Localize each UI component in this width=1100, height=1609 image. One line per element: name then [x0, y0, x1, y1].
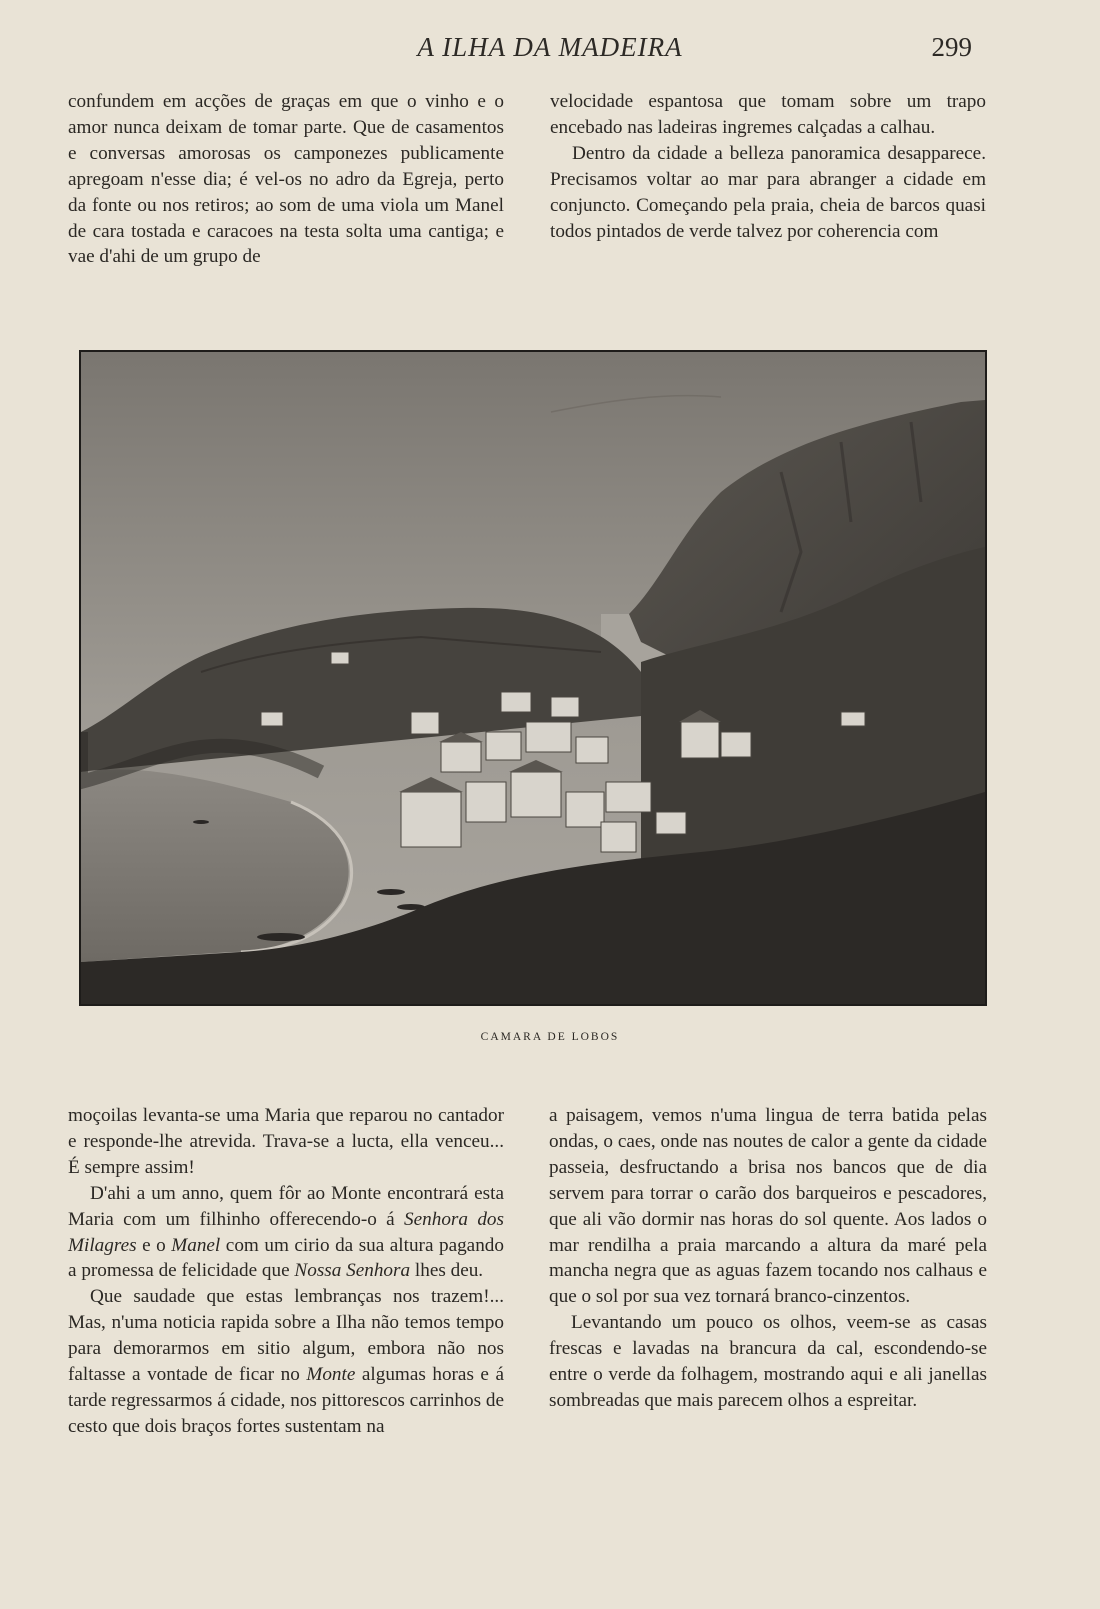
text-column-bottom-right [549, 1103, 987, 1414]
paragraph [68, 1284, 504, 1439]
paragraph: Levantando um pouco os olhos, veem-se as casas frescas e lavadas na brancura da cal, escondendo-se entre o verde da folhagem, mostrando aqui e ali janellas sombreadas que mais parecem olhos a espreitar. [549, 1312, 987, 1411]
italic-name: Senhora dos Milagres [68, 1208, 504, 1256]
photograph-camara-de-lobos [79, 350, 987, 1006]
paragraph-text: algumas horas e á tarde regressarmos á cidade, nos pittorescos carrinhos de cesto que dois braços fortes sustentam na [68, 1364, 504, 1437]
figure-caption: CAMARA DE LOBOS [480, 1031, 620, 1043]
paragraph-text: com um cirio da sua altura pagando a promessa de felicidade que [68, 1234, 504, 1282]
running-head [0, 30, 1100, 70]
paragraph-text: D'ahi a um anno, quem fôr ao Monte encontrará esta Maria com um filhinho offerecendo-o á [68, 1182, 504, 1230]
paragraph [68, 1181, 504, 1285]
page-number: 299 [931, 32, 972, 62]
paragraph: moçoilas levanta-se uma Maria que reparou no cantador e responde-lhe atrevida. Trava-se a lucta, ella venceu... É sempre assim! [68, 1105, 504, 1178]
italic-name: Monte [306, 1364, 356, 1386]
text-column-top-right [550, 89, 986, 244]
text-column-bottom-left [68, 1103, 504, 1440]
paragraph-text: Que saudade que estas lembranças nos trazem!... Mas, n'uma noticia rapida sobre a Ilha não temos tempo para demorarmos em sitio algum, embora não nos faltasse a vontade de ficar no [68, 1286, 504, 1386]
paragraph-text: lhes deu. [410, 1260, 484, 1282]
paragraph: a paisagem, vemos n'uma lingua de terra batida pelas ondas, o caes, onde nas noutes de calor a gente da cidade passeia, desfructando a brisa nos bancos que de dia servem para torrar o carão dos barqueiros e pescadores, que ali vão dormir nas horas do sol quente. Aos lados o mar rendilha a praia marcando a altura da maré pela mancha negra que as aguas fazem tocando nos calhaus e que o sol por sua vez tornará branco-cinzentos. [549, 1105, 987, 1308]
paragraph-text: e o [136, 1234, 172, 1256]
running-title: A ILHA DA MADEIRA [417, 32, 683, 62]
paragraph: confundem em acções de graças em que o vinho e o amor nunca deixam de tomar parte. Que de casamentos e conversas amorosas os camponezes publicamente apregoam n'esse dia; é vel-os no adro da Egreja, perto da fonte ou nos retiros; ao som de uma viola um Manel de cara tostada e caracoes na testa solta uma cantiga; e vae d'ahi de um grupo de [68, 91, 504, 268]
paragraph: Dentro da cidade a belleza panoramica desapparece. Precisamos voltar ao mar para abranger a cidade em conjuncto. Começando pela praia, cheia de barcos quasi todos pintados de verde talvez por coherencia com [550, 142, 986, 242]
text-column-top-left [68, 89, 504, 270]
italic-name: Nossa Senhora [294, 1260, 411, 1282]
italic-name: Manel [171, 1234, 221, 1256]
paragraph: velocidade espantosa que tomam sobre um trapo encebado nas ladeiras ingremes calçadas a calhau. [550, 91, 986, 138]
